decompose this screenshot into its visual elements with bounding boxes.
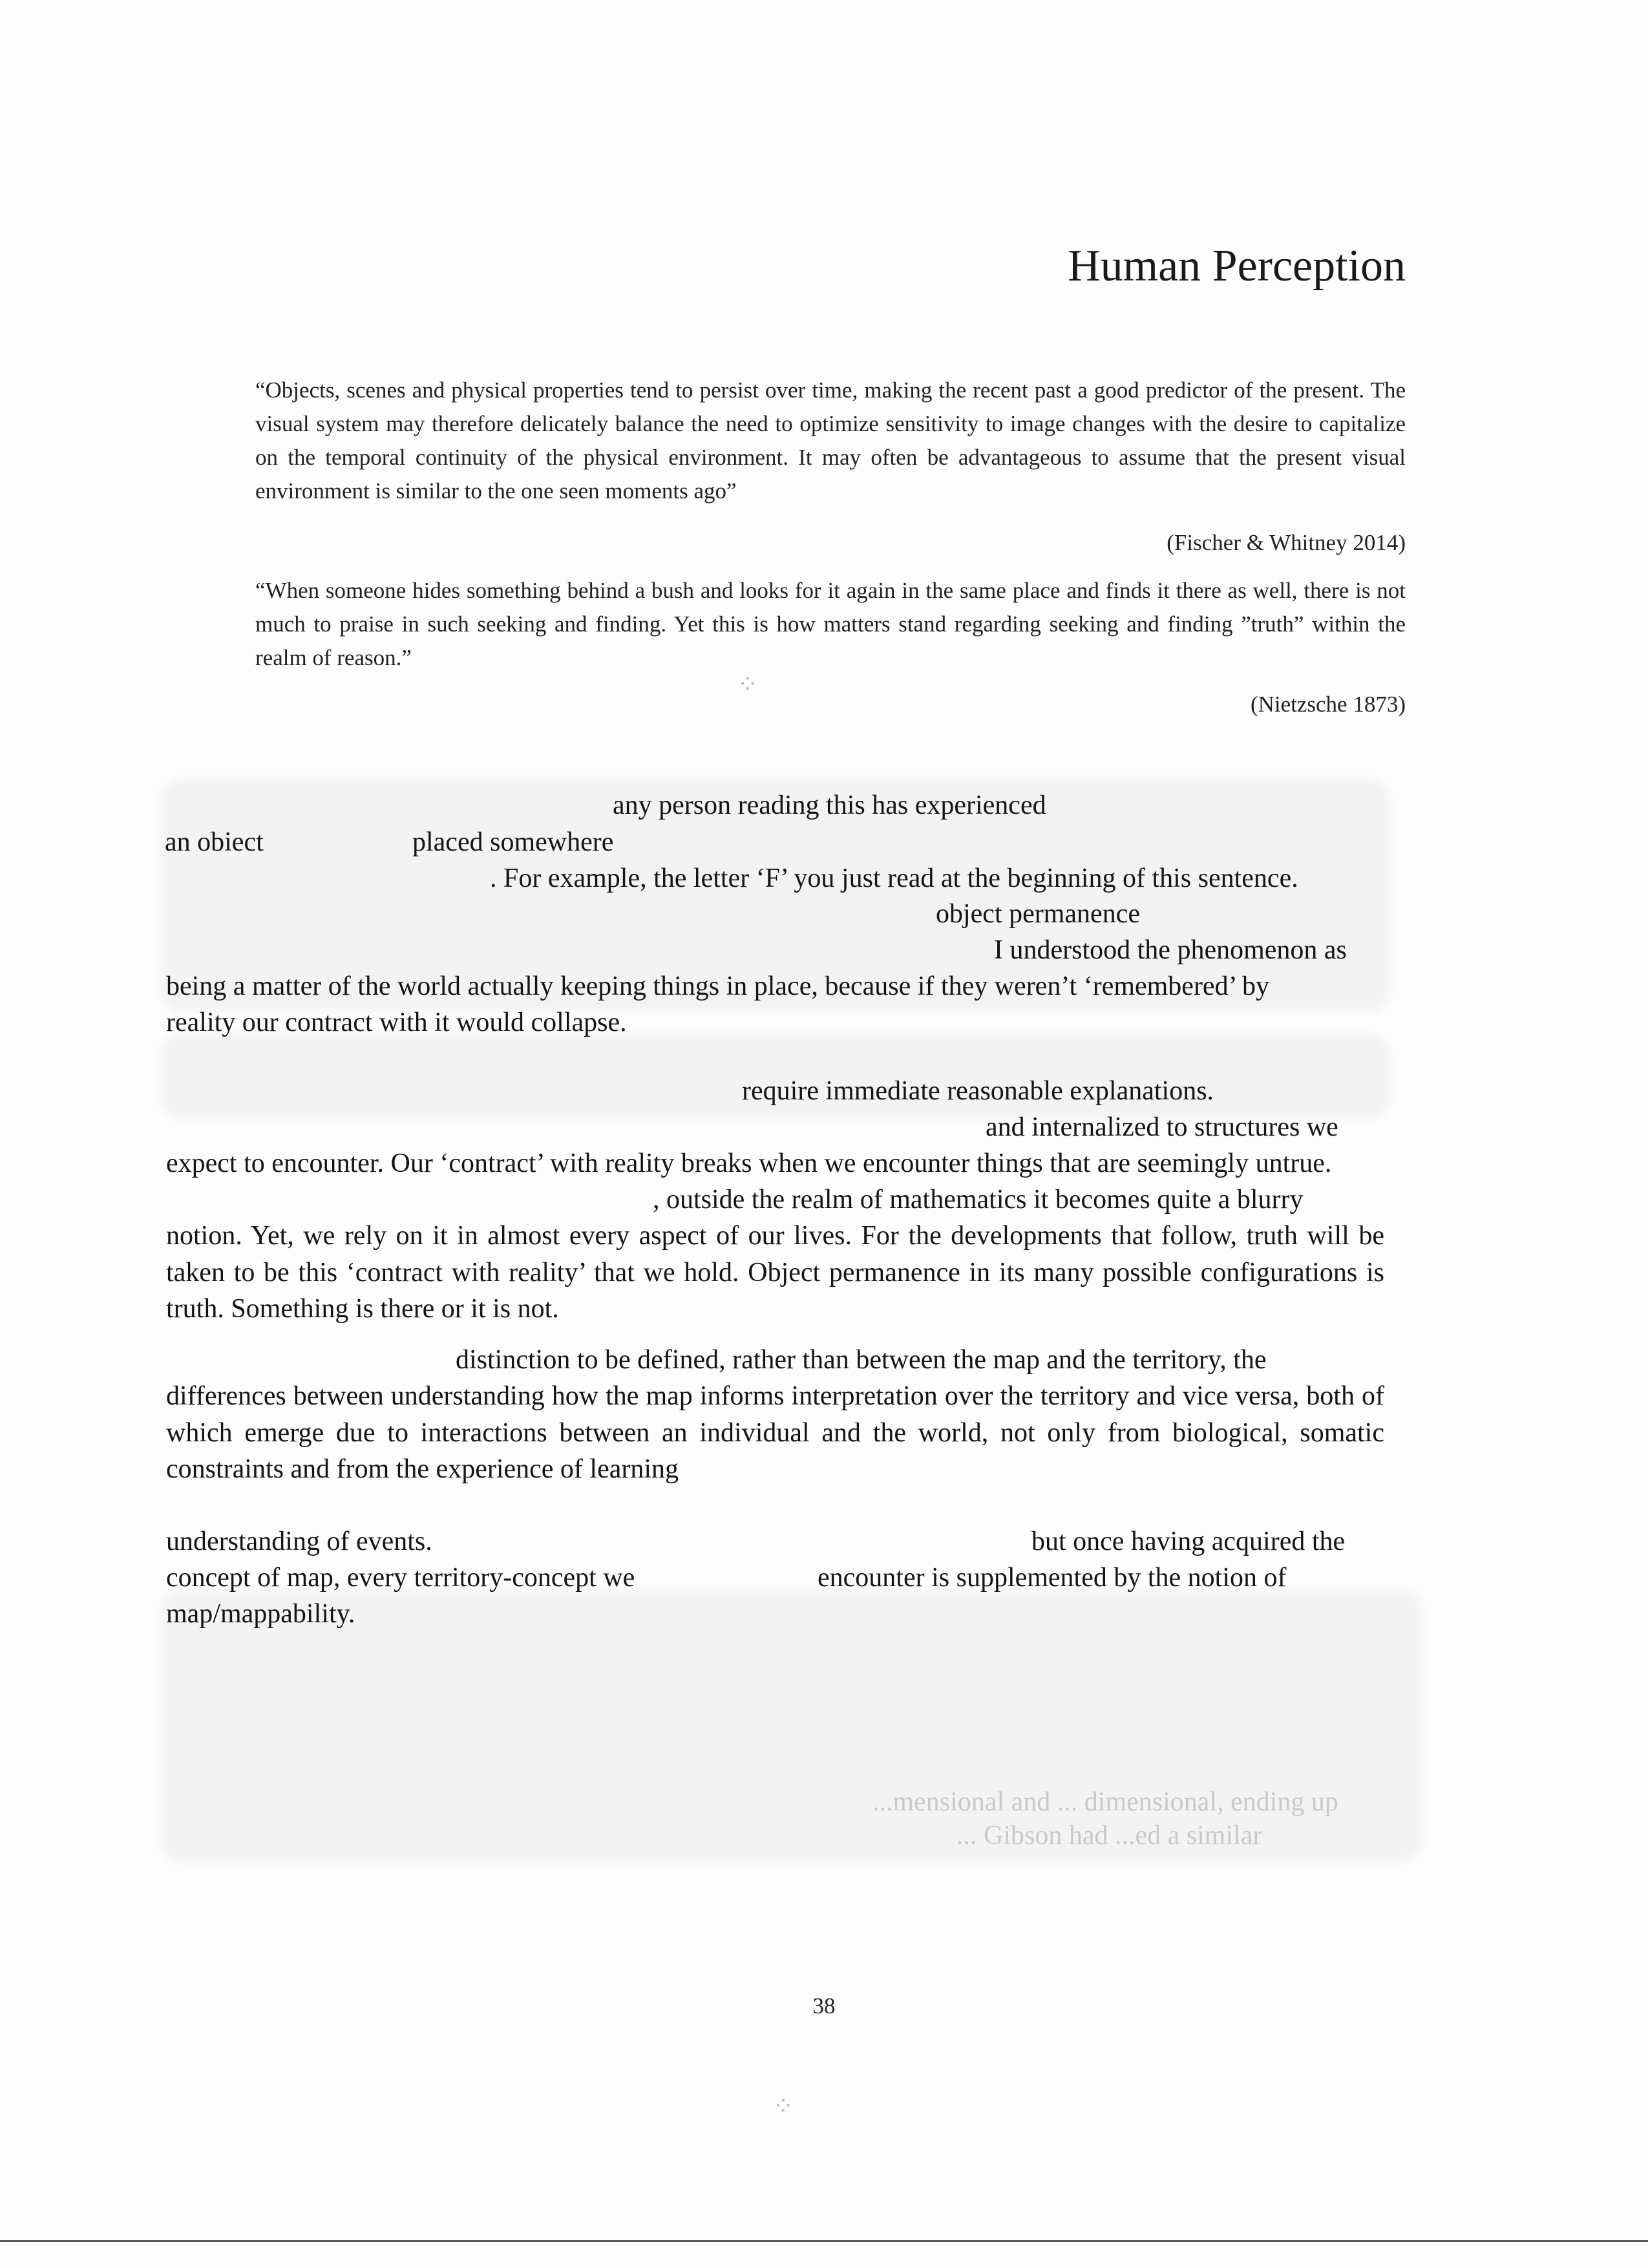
epigraph-quote-1: “Objects, scenes and physical properties tend to persist over time, making the recent past a good predictor of the present. The visual system may therefore delicately balance the need to optimize sensitivity to image changes with the desire to capitalize on the temporal continuity of the physical environment. It may often be advantageous to assume that the present visual environment is similar to the one seen moments ago” bbox=[255, 377, 1406, 503]
body-fragment: I understood the phenomenon as bbox=[994, 935, 1347, 965]
body-fragment: . For example, the letter ‘F’ you just read at the beginning of this sentence. bbox=[490, 864, 1298, 893]
body-fragment: but once having acquired the bbox=[1031, 1527, 1346, 1556]
body-fragment: placed somewhere bbox=[412, 827, 614, 857]
epigraph-attribution-1: (Fischer & Whitney 2014) bbox=[1167, 530, 1406, 555]
scan-speck: ⁘ bbox=[772, 2092, 794, 2121]
epigraph-attribution-2: (Nietzsche 1873) bbox=[1250, 692, 1406, 717]
body-fragment: distinction to be defined, rather than between the map and the territory, the bbox=[456, 1345, 1267, 1375]
body-fragment: and internalized to structures we bbox=[986, 1112, 1338, 1142]
body-fragment: understanding of events. bbox=[166, 1527, 432, 1556]
body-fragment: any person reading this has experienced bbox=[613, 790, 1046, 820]
page-number: 38 bbox=[812, 1993, 836, 2019]
chapter-title: Human Perception bbox=[1068, 241, 1406, 291]
body-fragment: reality our contract with it would collapse. bbox=[166, 1008, 627, 1037]
body-paragraph: differences between understanding how the map informs interpretation over the territory and vice versa, both of which emerge due to interactions between an individual and the world, not only from biological, somatic constraints and from the experience of learning bbox=[166, 1381, 1384, 1484]
body-fragment: map/mappability. bbox=[166, 1599, 355, 1629]
faded-text-fragment: ... Gibson had ...ed a similar bbox=[956, 1821, 1262, 1850]
body-fragment: concept of map, every territory-concept we bbox=[166, 1563, 635, 1593]
faded-text-fragment: ...mensional and ... dimensional, ending up bbox=[872, 1787, 1338, 1817]
body-fragment: being a matter of the world actually keeping things in place, because if they weren’t ‘remembered’ by bbox=[166, 971, 1269, 1001]
body-paragraph: notion. Yet, we rely on it in almost every aspect of our lives. For the developments that follow, truth will be taken to be this ‘contract with reality’ that we hold. Object permanence in its many possible configurations is truth. Something is there or it is not. bbox=[166, 1221, 1384, 1324]
scan-edge-line bbox=[0, 2240, 1648, 2242]
body-fragment: object permanence bbox=[936, 899, 1140, 929]
body-fragment: require immediate reasonable explanations. bbox=[742, 1076, 1214, 1106]
body-fragment: encounter is supplemented by the notion of bbox=[818, 1563, 1287, 1593]
body-fragment: , outside the realm of mathematics it becomes quite a blurry bbox=[653, 1185, 1304, 1214]
epigraph-quote-2: “When someone hides something behind a bush and looks for it again in the same place and finds it there as well, there is not much to praise in such seeking and finding. Yet this is how matters stand regarding seeking and finding ”truth” within the realm of reason.” bbox=[255, 578, 1406, 670]
scan-speck: ⁘ bbox=[737, 670, 759, 699]
body-fragment: an obiect bbox=[165, 827, 264, 857]
body-line: expect to encounter. Our ‘contract’ with reality breaks when we encounter things that are seemingly untrue. bbox=[166, 1149, 1332, 1178]
